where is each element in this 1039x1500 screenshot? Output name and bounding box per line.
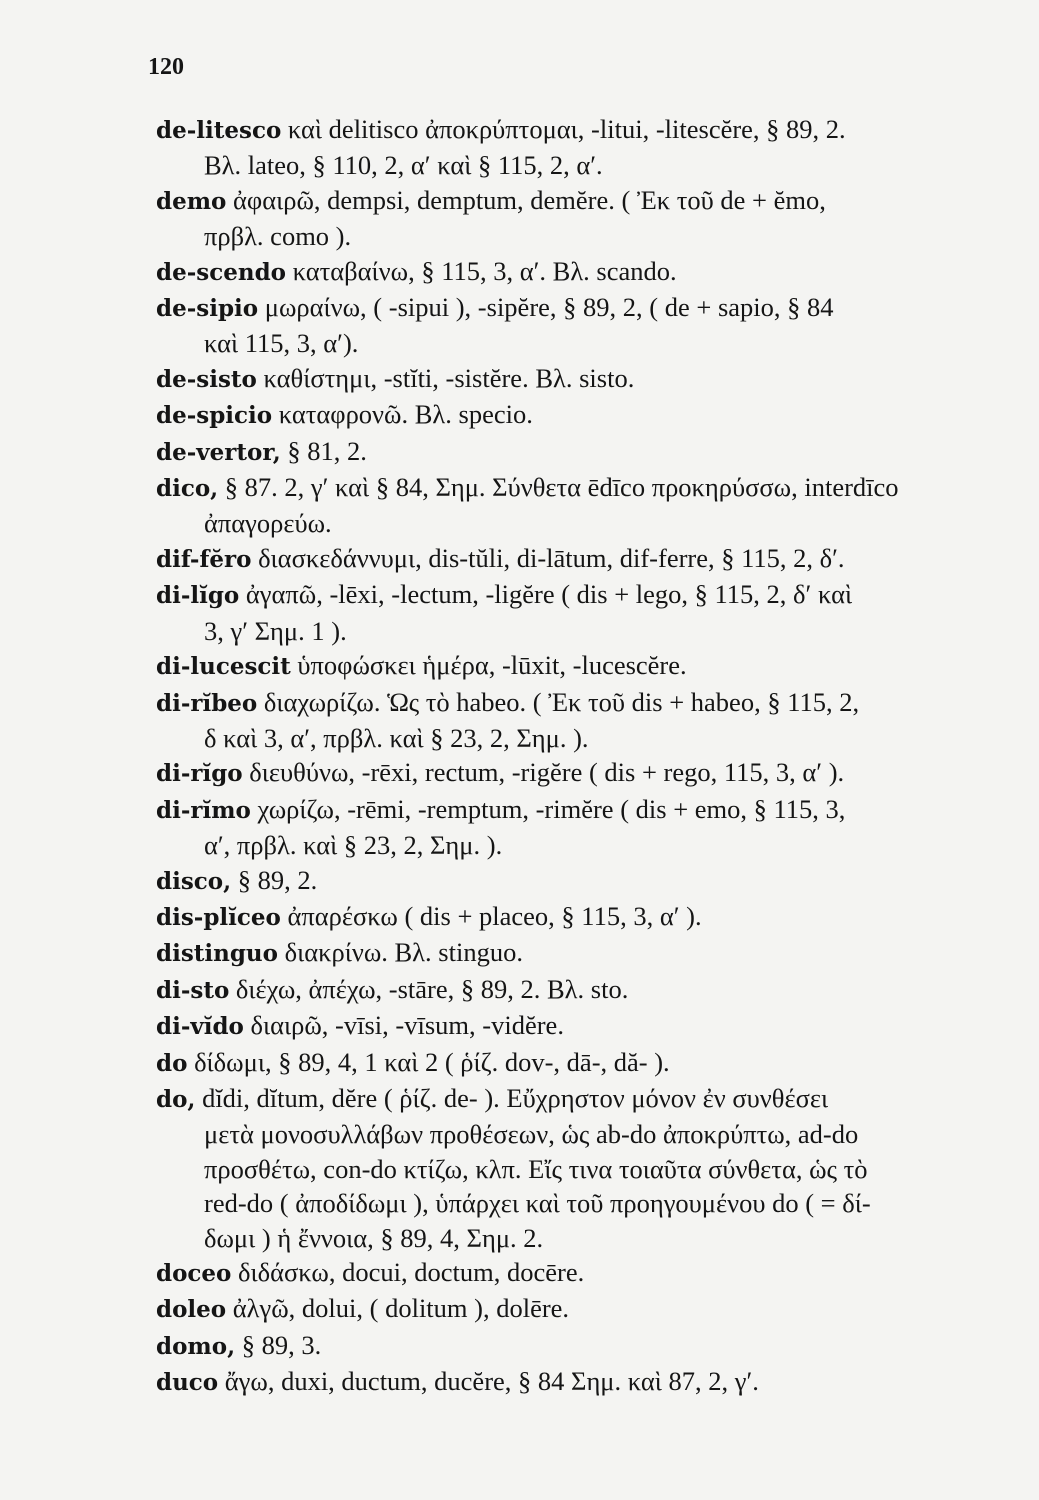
entry-first-line [156,470,1006,506]
headword: di-lucescit [156,653,291,681]
entry-first-line [156,361,1006,397]
headword: dif-fĕro [156,545,252,573]
entry-first-line [156,290,1006,326]
headword: de-vertor, [156,438,281,466]
entry-text: μετὰ μονοσυλλάβων προθέσεων, ὡς ab-do ἀποκρύπτω, ad-do [204,1119,859,1150]
dictionary-entry [156,1328,1006,1364]
dictionary-entry [156,1364,1006,1400]
entry-text: διαχωρίζω. Ὡς τὸ habeo. ( Ἐκ τοῦ dis + habeo, § 115, 2, [257,686,860,717]
entry-continuation-line [156,721,1006,755]
entry-first-line [156,1255,1006,1291]
entry-first-line [156,112,1006,148]
entry-text: δίδωμι, § 89, 4, 1 καὶ 2 ( ῥίζ. dov-, dā-, dă- ). [187,1046,670,1077]
dictionary-entry [156,863,1006,899]
entry-first-line [156,1364,1006,1400]
headword: di-sto [156,976,230,1004]
entry-first-line [156,755,1006,791]
entry-first-line [156,1291,1006,1327]
entry-first-line [156,577,1006,613]
dictionary-entry [156,1081,1006,1255]
dictionary-entry [156,1291,1006,1327]
dictionary-entry [156,935,1006,971]
entry-first-line [156,685,1006,721]
dictionary-entry [156,112,1006,183]
entry-text: red-do ( ἀποδίδωμι ), ὑπάρχει καὶ τοῦ προηγουμένου do ( = δί- [204,1188,871,1219]
entry-continuation-line [156,1186,1006,1220]
entry-continuation-line [156,1117,1006,1151]
entry-text: ἀφαιρῶ, dempsi, demptum, demĕre. ( Ἐκ τοῦ de + ĕmo, [226,184,826,215]
headword: di-vĭdo [156,1013,244,1041]
headword: do, [156,1085,196,1113]
headword: duco [156,1369,219,1397]
headword: doceo [156,1260,232,1287]
entry-text: διακρίνω. Βλ. stinguo. [278,937,523,968]
headword: di-lĭgo [156,582,240,610]
dictionary-entry [156,1255,1006,1291]
entry-first-line [156,863,1006,899]
page-number: 120 [148,54,184,80]
entry-first-line [156,254,1006,290]
entry-text: χωρίζω, -rēmi, -remptum, -rimĕre ( dis + emo, § 115, 3, [250,793,846,824]
entry-text: καὶ delitisco ἀποκρύπτομαι, -litui, -litescĕre, § 89, 2. [281,114,846,144]
entry-continuation-line [156,1221,1006,1255]
entry-text: δ καὶ 3, α′, πρβλ. καὶ § 23, 2, Σημ. ). [204,722,589,753]
dictionary-entry [156,685,1006,756]
entry-text: ἀπαγορεύω. [204,508,332,539]
entry-first-line [156,899,1006,935]
dictionary-entry [156,1045,1006,1081]
dictionary-entry [156,541,1006,577]
entry-text: δωμι ) ἡ ἔννοια, § 89, 4, Σημ. 2. [204,1222,544,1253]
headword: di-rĭbeo [156,689,258,717]
headword: disco, [156,867,232,895]
headword: de-litesco [156,117,282,144]
entry-continuation-line [156,148,1006,182]
dictionary-entry [156,899,1006,935]
entry-text: § 89, 2. [231,864,318,895]
entry-text: διαιρῶ, -vīsi, -vīsum, -vidĕre. [243,1010,564,1041]
headword: de-spicio [156,402,273,430]
entry-continuation-line [156,614,1006,648]
entry-continuation-line [156,326,1006,360]
entry-first-line [156,792,1006,828]
entry-first-line [156,648,1006,684]
headword: do [156,1049,188,1077]
headword: di-rĭgo [156,760,243,788]
dictionary-entry [156,972,1006,1008]
entry-continuation-line [156,506,1006,540]
dictionary-entry [156,470,1006,541]
entry-text: § 89, 3. [235,1329,322,1360]
entry-text: ὑποφώσκει ἡμέρα, -lūxit, -lucescĕre. [290,650,687,681]
dictionary-entries [156,112,1006,1401]
entry-text: διδάσκω, docui, doctum, docēre. [231,1257,585,1287]
entry-first-line [156,397,1006,433]
entry-first-line [156,935,1006,971]
entry-text: καταφρονῶ. Βλ. specio. [272,399,533,430]
entry-first-line [156,434,1006,470]
entry-text: καθίστημι, -stĭti, -sistĕre. Βλ. sisto. [256,362,635,393]
headword: distinguo [156,940,278,968]
entry-first-line [156,1045,1006,1081]
entry-first-line [156,972,1006,1008]
entry-text: καταβαίνω, § 115, 3, α′. Βλ. scando. [286,255,677,286]
headword: doleo [156,1296,227,1324]
dictionary-entry [156,755,1006,791]
headword: di-rĭmo [156,796,251,824]
entry-text: 3, γ′ Σημ. 1 ). [204,615,347,646]
entry-text: προσθέτω, con-do κτίζω, κλπ. Εἴς τινα τοιαῦτα σύνθετα, ὡς τὸ [204,1153,868,1184]
headword: de-scendo [156,258,286,286]
entry-text: § 87. 2, γ′ καὶ § 84, Σημ. Σύνθετα ēdīco προκηρύσσω, interdīco [218,472,899,503]
entry-text: ἀγαπῶ, -lēxi, -lectum, -ligĕre ( dis + lego, § 115, 2, δ′ καὶ [239,579,853,610]
entry-first-line [156,1081,1006,1117]
entry-text: πρβλ. como ). [204,221,352,252]
entry-text: διευθύνω, -rēxi, rectum, -rigĕre ( dis + rego, 115, 3, α′ ). [242,757,845,788]
dictionary-entry [156,183,1006,254]
dictionary-entry [156,1008,1006,1044]
headword: dis-plĭceo [156,903,281,931]
dictionary-entry [156,290,1006,361]
entry-text: α′, πρβλ. καὶ § 23, 2, Σημ. ). [204,830,503,861]
entry-first-line [156,1008,1006,1044]
entry-text: ἄγω, duxi, ductum, ducĕre, § 84 Σημ. καὶ 87, 2, γ′. [218,1366,759,1397]
entry-first-line [156,183,1006,219]
headword: de-sipio [156,295,259,323]
headword: domo, [156,1332,236,1360]
entry-text: διασκεδάννυμι, dis-tŭli, di-lātum, dif-ferre, § 115, 2, δ′. [251,542,845,573]
entry-first-line [156,541,1006,577]
dictionary-entry [156,648,1006,684]
entry-text: § 81, 2. [280,435,367,466]
dictionary-entry [156,577,1006,648]
entry-text: καὶ 115, 3, α′). [204,328,359,359]
entry-continuation-line [156,219,1006,253]
entry-text: μωραίνω, ( -sipui ), -sipĕre, § 89, 2, ( de + sapio, § 84 [258,292,834,323]
dictionary-entry [156,434,1006,470]
dictionary-entry [156,397,1006,433]
headword: demo [156,187,227,215]
headword: de-sisto [156,365,257,393]
entry-text: διέχω, ἀπέχω, -stāre, § 89, 2. Βλ. sto. [229,973,629,1004]
dictionary-entry [156,254,1006,290]
entry-continuation-line [156,828,1006,862]
entry-first-line [156,1328,1006,1364]
entry-continuation-line [156,1152,1006,1186]
entry-text: ἀλγῶ, dolui, ( dolitum ), dolēre. [226,1293,570,1324]
headword: dico, [156,475,219,503]
dictionary-entry [156,361,1006,397]
entry-text: ἀπαρέσκω ( dis + placeo, § 115, 3, α′ ). [280,900,702,931]
entry-text: dĭdi, dĭtum, dĕre ( ῥίζ. de- ). Εὔχρηστον μόνον ἐν συνθέσει [195,1082,829,1113]
entry-text: Βλ. lateo, § 110, 2, α′ καὶ § 115, 2, α′. [204,150,603,181]
dictionary-entry [156,792,1006,863]
